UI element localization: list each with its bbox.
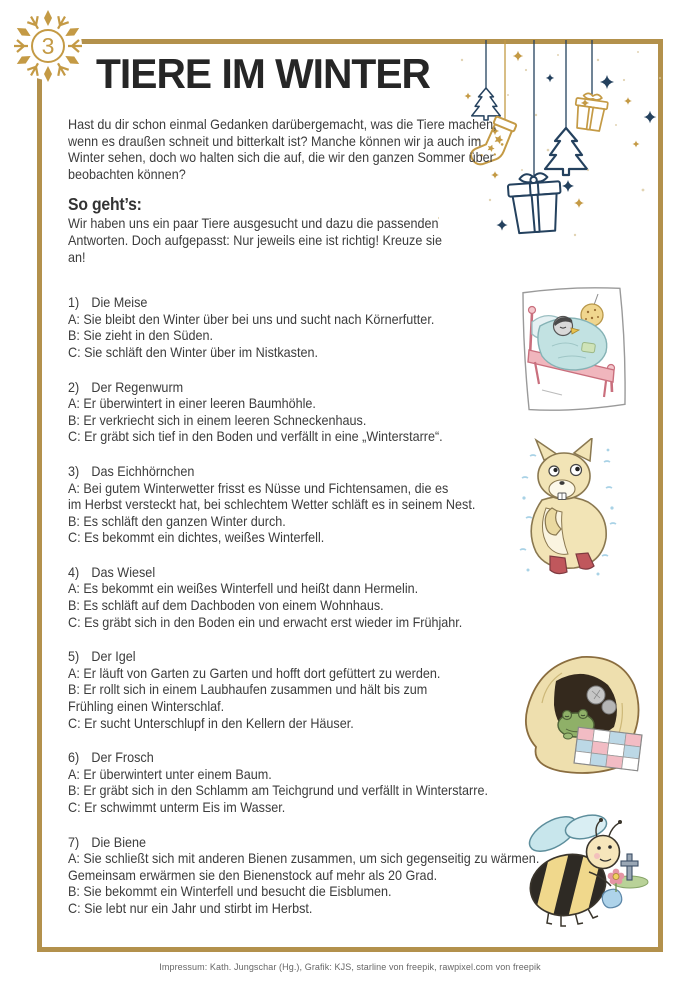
answer-option: B: Er gräbt sich in den Schlamm am Teichgrund und verfällt in Winterstarre. [68,782,488,799]
howto-line: Wir haben uns ein paar Tiere ausgesucht und dazu die passenden [68,215,439,232]
question-animal: Das Wiesel [91,563,156,580]
page-title: TIERE IM WINTER [96,50,430,97]
answer-option: C: Er gräbt sich tief in den Boden und verfällt in eine „Winterstarre“. [68,428,443,445]
question-block-2 [68,379,536,445]
question-animal: Der Igel [91,648,136,665]
squirrel-body [531,438,606,568]
intro-line: beobachten können? [68,165,186,182]
intro-line: wenn es draußen schneit und bitterkalt ist? Manche können wir ja auch im [68,132,482,149]
question-heading [68,294,536,311]
answer-option: A: Er überwintert in einer leeren Baumhöhle. [68,395,316,412]
answer-option: A: Er läuft von Garten zu Garten und hofft dort gefüttert zu werden. [68,664,441,681]
answer-option: B: Er verkriecht sich in einem leeren Schneckenhaus. [68,411,367,428]
answer-option: B: Es schläft den ganzen Winter durch. [68,512,286,529]
badge-number: 3 [41,33,55,59]
answer-option: A: Sie bleibt den Winter über bei uns und sucht nach Körnerfutter. [68,310,435,327]
answer-option-continuation: Frühling einen Winterschlaf. [68,698,225,715]
intro-paragraph [68,116,536,182]
answer-option: A: Es bekommt ein weißes Winterfell und heißt dann Hermelin. [68,580,419,597]
howto-heading: So geht’s: [68,194,142,215]
intro-line: Hast du dir schon einmal Gedanken darübergemacht, was die Tiere machen, [68,116,497,132]
question-animal: Der Frosch [91,749,154,766]
answer-option: A: Bei gutem Winterwetter frisst es Nüsse und Fichtensamen, die es [68,479,449,496]
gift-box-gold-icon [572,92,608,132]
intro-line: Winter sehen, doch wo halten sich die auf, die wir den ganzen Sommer über [68,149,494,166]
question-animal: Die Meise [91,294,148,311]
impressum-footer: Impressum: Kath. Jungschar (Hg.), Grafik: KJS, starline von freepik, rawpixel.com von freepik [159,962,541,972]
howto-line: an! [68,248,86,265]
christmas-tree-large-icon [545,128,587,175]
bee-illustration [523,810,651,928]
answer-option: A: Sie schließt sich mit anderen Bienen zusammen, um sich gegenseitig zu wärmen. [68,850,540,867]
snowflake-number-badge [0,0,102,98]
question-block-3 [68,463,536,546]
howto-paragraph [68,215,536,265]
worksheet-text-column [68,116,540,917]
question-block-5 [68,648,536,731]
patchwork-blanket [574,727,642,771]
question-heading [68,749,536,766]
question-number: 2) [68,378,80,395]
question-animal: Die Biene [91,833,147,850]
question-block-4 [68,564,536,630]
question-number: 1) [68,294,80,311]
answer-option: B: Sie bekommt ein Winterfell und besucht die Eisblumen. [68,883,392,900]
question-block-6 [68,749,536,815]
answer-option-continuation: Gemeinsam erwärmen sie den Bienenstock auf mehr als 20 Grad. [68,866,438,883]
question-heading [68,379,536,396]
answer-option: A: Er überwintert unter einem Baum. [68,765,272,782]
answer-option: C: Er schwimmt unterm Eis im Wasser. [68,799,286,815]
question-heading [68,564,536,581]
answer-option: C: Sie lebt nur ein Jahr und stirbt im Herbst. [68,899,313,916]
question-heading [68,463,536,480]
question-number: 5) [68,648,80,665]
answer-option: C: Sie schläft den Winter über im Nistkasten. [68,343,319,360]
question-heading [68,834,536,851]
answer-option: C: Er sucht Unterschlupf in den Kellern der Häuser. [68,714,354,731]
answer-option: C: Es gräbt sich in den Boden ein und erwacht erst wieder im Frühjahr. [68,613,463,630]
answer-option: B: Es schläft auf dem Dachboden von einem Wohnhaus. [68,597,384,614]
answer-option: C: Es bekommt ein dichtes, weißes Winterfell. [68,529,325,546]
answer-option: B: Sie zieht in den Süden. [68,327,213,344]
question-block-7 [68,833,540,917]
question-block-1 [68,294,536,360]
howto-line: Antworten. Doch aufgepasst: Nur jeweils eine ist richtig! Kreuze sie [68,231,442,248]
question-number: 3) [68,462,80,479]
question-number: 4) [68,563,80,580]
answer-option: B: Er rollt sich in einem Laubhaufen zusammen und hält bis zum [68,681,428,698]
question-animal: Der Regenwurm [91,378,184,395]
question-heading [68,648,536,665]
question-number: 7) [68,833,80,850]
question-animal: Das Eichhörnchen [91,462,195,479]
answer-option-continuation: im Herbst versteckt hat, bei schlechtem Wetter schläft es in seinem Nest. [68,496,476,513]
question-number: 6) [68,749,80,766]
